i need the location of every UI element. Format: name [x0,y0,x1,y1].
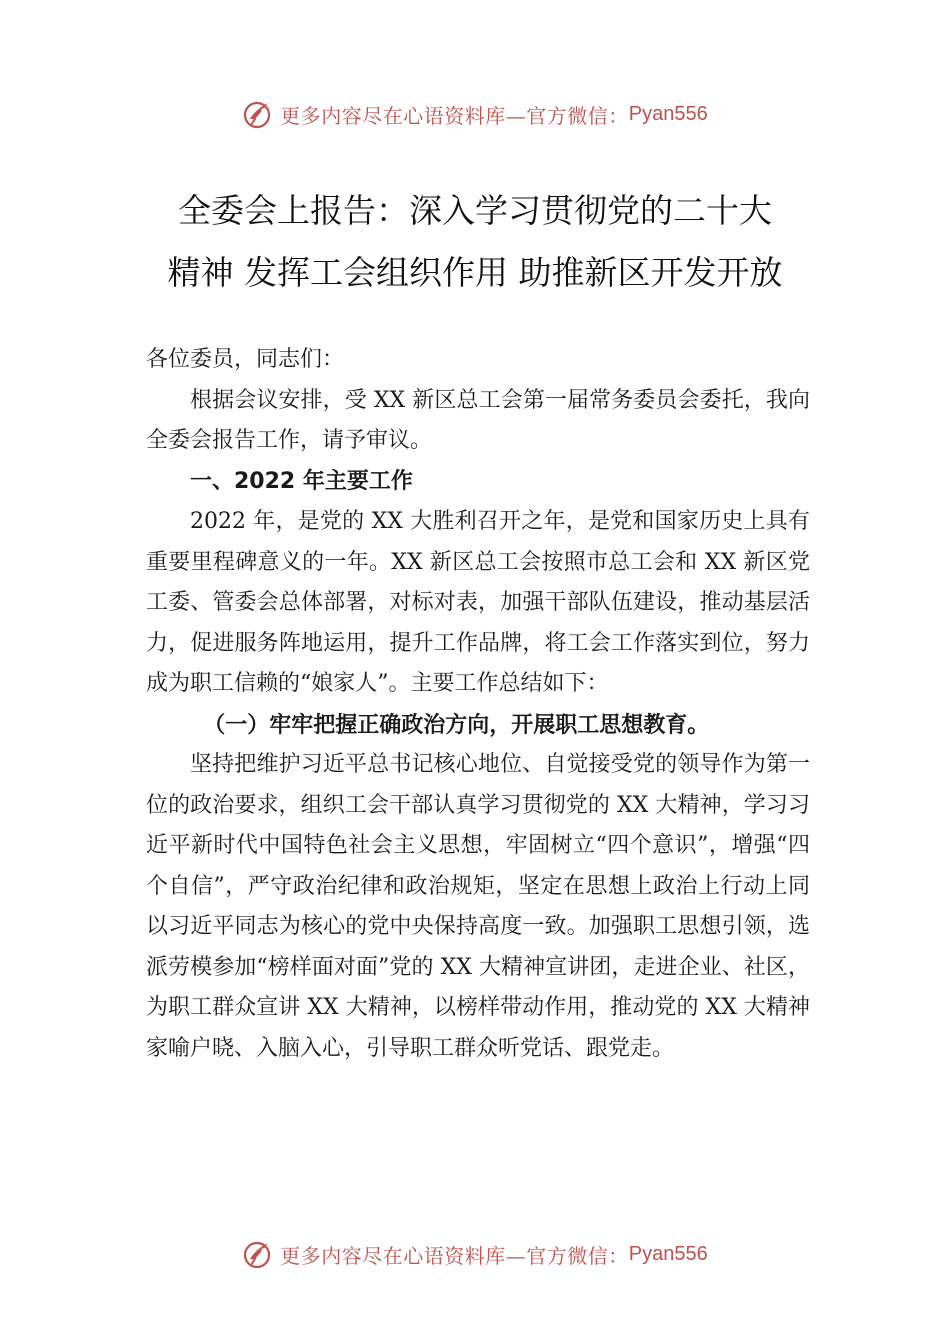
title-line-2: 精神 发挥工会组织作用 助推新区开发开放 [167,253,783,292]
document-body [146,340,810,1069]
title-line-1: 全委会上报告：深入学习贯彻党的二十大 [178,191,772,230]
section-paragraph-1: 2022 年，是党的 XX 大胜利召开之年，是党和国家历史上具有重要里程碑意义的一年。XX 新区总工会按照市总工会和 XX 新区党工委、管委会总体部署，对标对表，加强干部队伍建设，推动基层活力，促进服务阵地运用，提升工作品牌，将工会工作落实到位，努力成为职工信赖的“娘家人”。主要工作总结如下： [146,509,810,696]
section-heading-1: 一、2022 年主要工作 [190,468,413,494]
intro-paragraph: 根据会议安排，受 XX 新区总工会第一届常务委员会委托，我向全委会报告工作，请予审议。 [146,387,810,453]
watermark-footer [0,1234,950,1274]
document-title [140,180,810,304]
watermark-text: 更多内容尽在心语资料库—官方微信： [280,103,629,128]
watermark-handle: Pyan556 [628,1242,708,1265]
subsection-heading-1: （一）牢牢把握正确政治方向，开展职工思想教育。 [203,711,710,738]
watermark-header [0,94,950,134]
bird-pen-logo-icon [242,97,276,131]
subsection-paragraph-1: 坚持把维护习近平总书记核心地位、自觉接受党的领导作为第一位的政治要求，组织工会干部认真学习贯彻党的 XX 大精神，学习习近平新时代中国特色社会主义思想，牢固树立“四个意识”，增强“四个自信”，严守政治纪律和政治规矩，坚定在思想上政治上行动上同以习近平同志为核心的党中央保持高度一致。加强职工思想引领，选派劳模参加“榜样面对面”党的 XX 大精神宣讲团，走进企业、社区，为职工群众宣讲 XX 大精神，以榜样带动作用，推动党的 XX 大精神家喻户晓、入脑入心，引导职工群众听党话、跟党走。 [146,752,810,1061]
salutation: 各位委员，同志们： [146,347,345,372]
bird-pen-logo-icon [242,1237,276,1271]
watermark-text: 更多内容尽在心语资料库—官方微信： [280,1243,629,1268]
watermark-handle: Pyan556 [628,102,708,125]
